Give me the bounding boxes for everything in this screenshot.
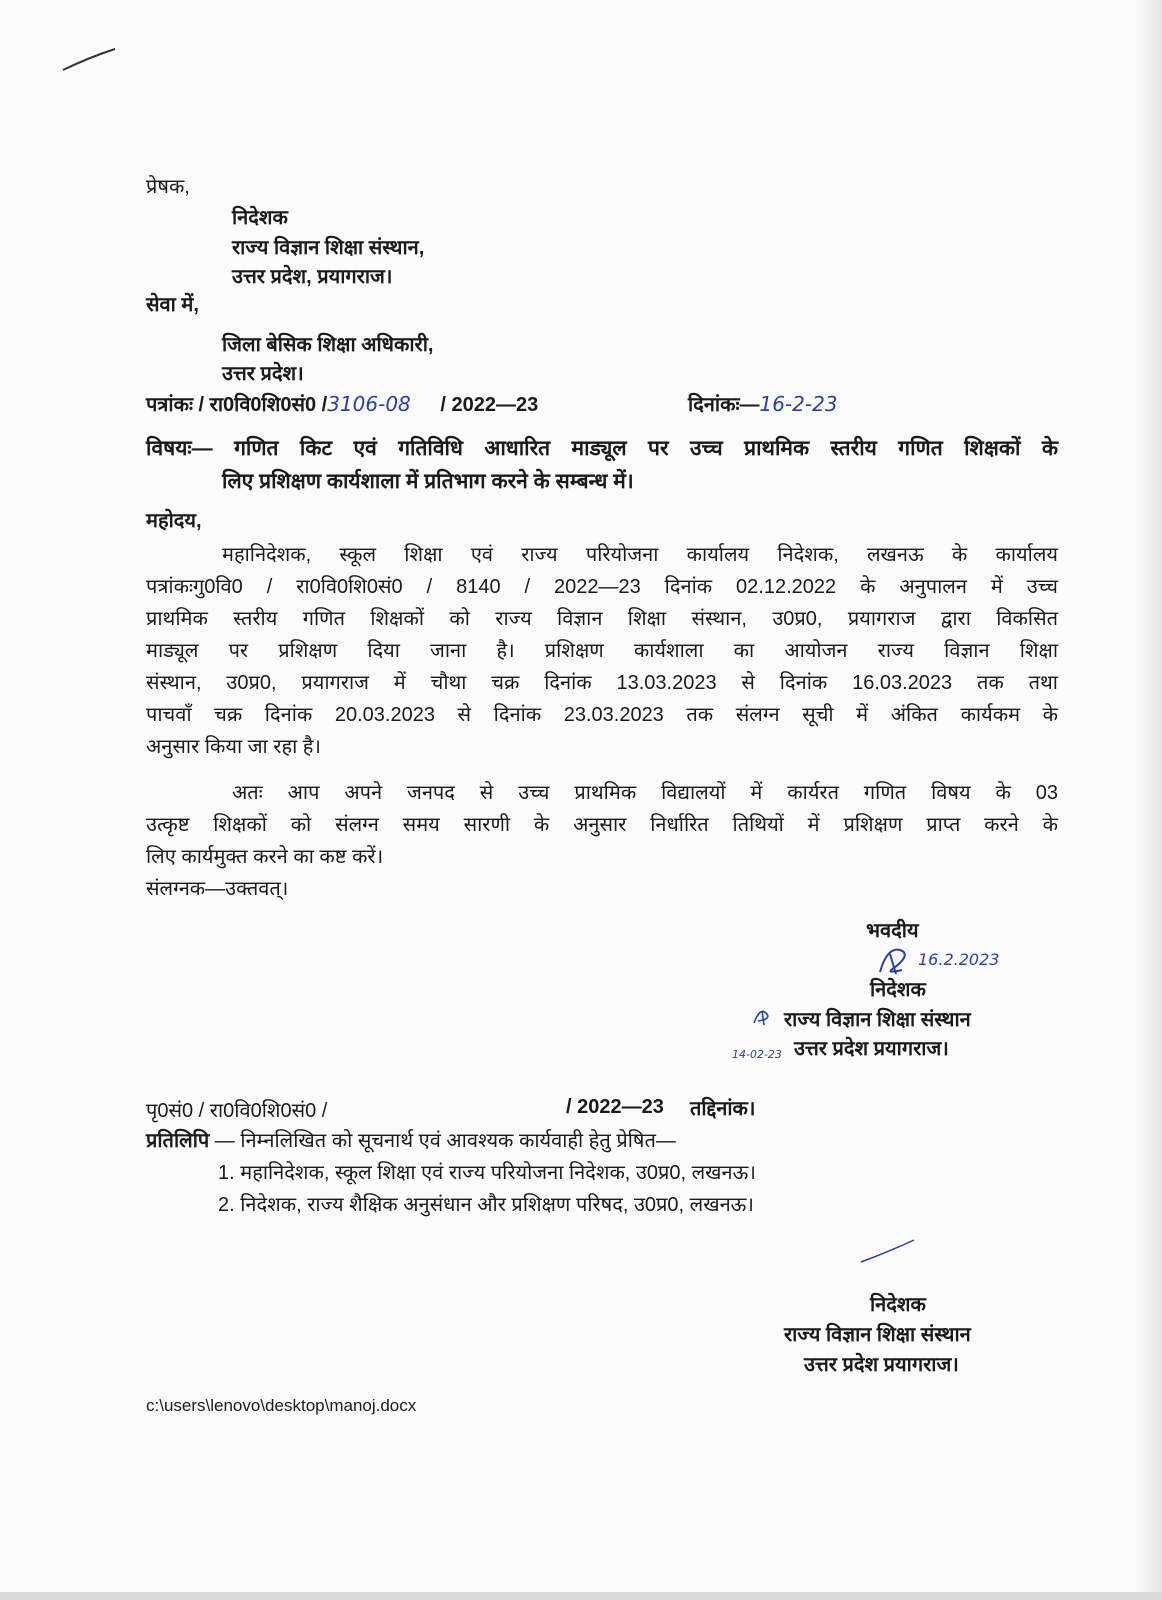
copy-label: प्रतिलिपि <box>146 1130 210 1152</box>
recipient-label: सेवा में, <box>146 294 199 316</box>
body-line: अतः आप अपने जनपद से उच्च प्राथमिक विद्यालयों में कार्यरत गणित विषय के 03 <box>232 782 1058 804</box>
scan-edge <box>1136 0 1162 1600</box>
copy-intro <box>146 1126 676 1153</box>
copy-item: 2. निदेशक, राज्य शैक्षिक अनुसंधान और प्रशिक्षण परिषद, उ0प्र0, लखनऊ। <box>218 1194 754 1216</box>
sender-label: प्रेषक, <box>146 176 190 198</box>
body-line: उत्कृष्ट शिक्षकों को संलग्न समय सारणी के अनुसार निर्धारित तिथियों में प्रशिक्षण प्राप्त करने के <box>146 814 1058 836</box>
copy-ref-date: तद्दिनांक। <box>690 1098 756 1120</box>
body-line: अनुसार किया जा रहा है। <box>146 736 322 758</box>
sender-line: उत्तर प्रदेश, प्रयागराज। <box>232 266 393 288</box>
enclosure: संलग्नक—उक्तवत्। <box>146 878 289 900</box>
body-line: प्राथमिक स्तरीय गणित शिक्षकों को राज्य विज्ञान शिक्षा संस्थान, उ0प्र0, प्रयागराज द्वारा विकसित <box>146 608 1058 630</box>
pen-mark <box>60 45 120 75</box>
copy-ref-prefix: पृ0सं0 / रा0वि0शि0सं0 / <box>146 1100 328 1122</box>
body-line: माड्यूल पर प्रशिक्षण दिया जाना है। प्रशिक्षण कार्यशाला का आयोजन राज्य विज्ञान शिक्षा <box>146 640 1058 662</box>
copy-reference <box>146 1096 327 1123</box>
footer-file-path: c:\users\lenovo\desktop\manoj.docx <box>146 1396 417 1415</box>
signatory-line: राज्य विज्ञान शिक्षा संस्थान <box>784 1009 971 1031</box>
signatory-line: उत्तर प्रदेश प्रयागराज। <box>794 1038 949 1060</box>
reference-date <box>688 390 838 417</box>
signatory-title: निदेशक <box>870 979 926 1001</box>
signatory2-line: राज्य विज्ञान शिक्षा संस्थान <box>784 1324 971 1346</box>
handwritten-number: 3106-08 <box>327 392 411 416</box>
salutation: महोदय, <box>146 510 202 532</box>
signature-date: 16.2.2023 <box>918 950 1000 969</box>
copy-intro-text: — निम्नलिखित को सूचनार्थ एवं आवश्यक कार्यवाही हेतु प्रेषित— <box>209 1130 676 1152</box>
body-line: लिए कार्यमुक्त करने का कष्ट करें। <box>146 846 384 868</box>
subject-line: विषयः— गणित किट एवं गतिविधि आधारित माड्यूल पर उच्च प्राथमिक स्तरीय गणित शिक्षकों के <box>146 437 1058 460</box>
reference-prefix: पत्रांकः / रा0वि0शि0सं0 / <box>146 394 328 416</box>
closing: भवदीय <box>866 920 919 942</box>
subject-line: लिए प्रशिक्षण कार्यशाला में प्रतिभाग करने के सम्बन्ध में। <box>222 470 634 493</box>
date-label: दिनांकः— <box>688 394 760 416</box>
scan-edge-bottom <box>0 1592 1162 1600</box>
body-line: महानिदेशक, स्कूल शिक्षा एवं राज्य परियोजना कार्यालय निदेशक, लखनऊ के कार्यालय <box>222 544 1058 566</box>
body-line: पाचवाँ चक्र दिनांक 20.03.2023 से दिनांक 23.03.2023 तक संलग्न सूची में अंकित कार्यकम के <box>146 704 1058 726</box>
pen-mark <box>858 1236 918 1266</box>
signatory2-line: उत्तर प्रदेश प्रयागराज। <box>804 1354 959 1376</box>
reference-year: / 2022—23 <box>440 394 539 416</box>
recipient-line: जिला बेसिक शिक्षा अधिकारी, <box>222 334 434 356</box>
initial-date: 14-02-23 <box>732 1048 782 1061</box>
reference-number <box>146 390 538 417</box>
copy-ref-year: / 2022—23 <box>566 1096 664 1118</box>
initial-mark <box>750 1005 778 1029</box>
sender-line: राज्य विज्ञान शिक्षा संस्थान, <box>232 237 425 259</box>
sender-line: निदेशक <box>232 207 288 229</box>
body-line: पत्रांकःगु0वि0 / रा0वि0शि0सं0 / 8140 / 2022—23 दिनांक 02.12.2022 के अनुपालन में उच्च <box>146 576 1058 598</box>
body-line: संस्थान, उ0प्र0, प्रयागराज में चौथा चक्र दिनांक 13.03.2023 से दिनांक 16.03.2023 तक तथा <box>146 672 1058 694</box>
copy-item: 1. महानिदेशक, स्कूल शिक्षा एवं राज्य परियोजना निदेशक, उ0प्र0, लखनऊ। <box>218 1162 756 1184</box>
signatory2-title: निदेशक <box>870 1294 926 1316</box>
handwritten-date: 16-2-23 <box>759 392 838 416</box>
recipient-line: उत्तर प्रदेश। <box>222 363 304 385</box>
